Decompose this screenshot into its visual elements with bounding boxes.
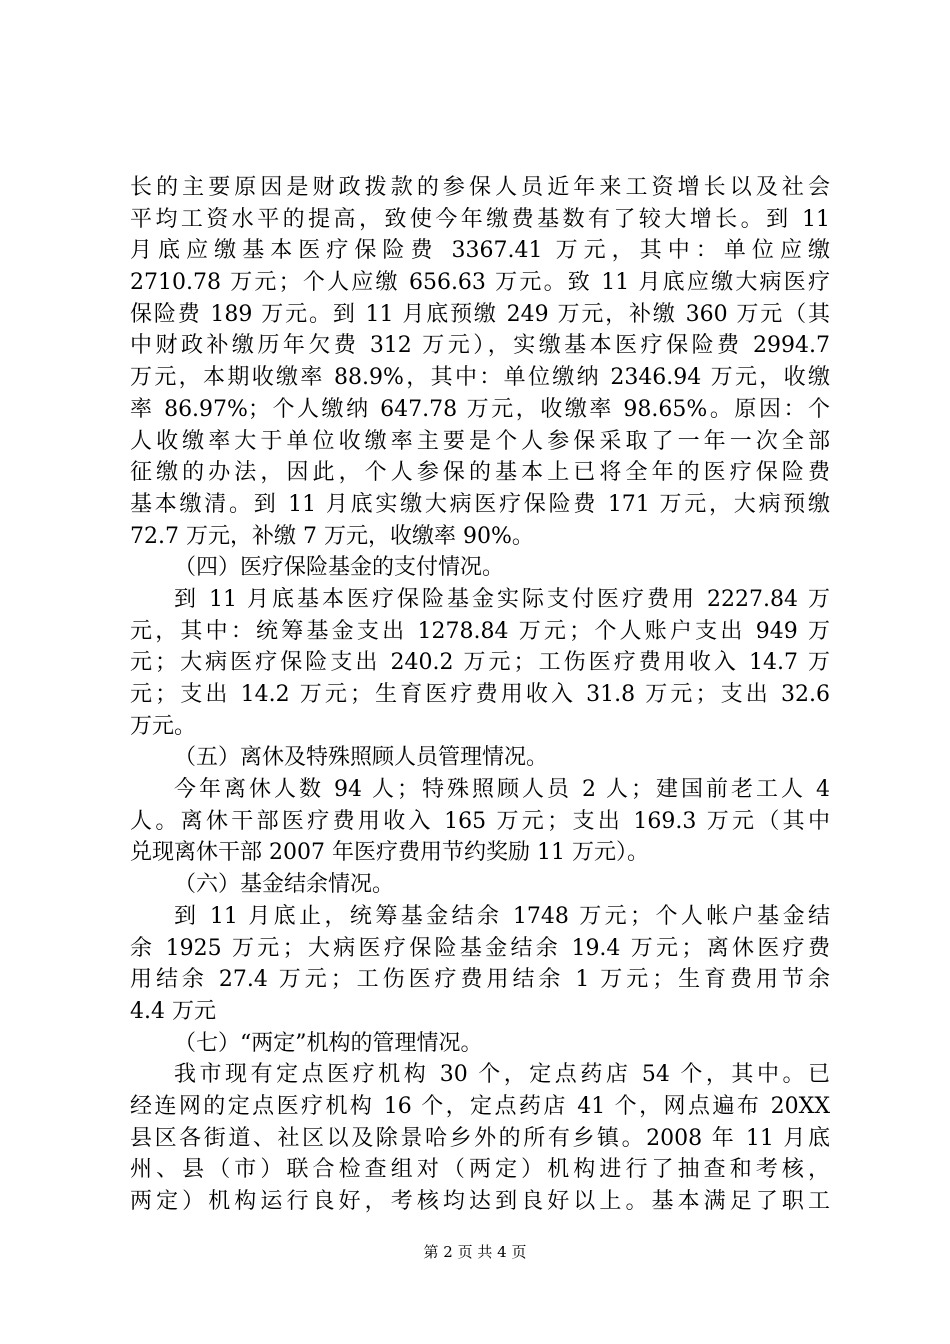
section-heading: （五）离休及特殊照顾人员管理情况。	[174, 745, 549, 771]
text-line: 中财政补缴历年欠费 312 万元），实缴基本医疗保险费 2994.7	[130, 333, 830, 359]
section-heading: （七）“两定”机构的管理情况。	[174, 1030, 483, 1056]
document-body	[130, 172, 830, 1218]
text-line: 2710.78 万元；个人应缴 656.63 万元。致 11 月底应缴大病医疗	[130, 270, 830, 296]
text-line: 月底应缴基本医疗保险费 3367.41 万元，其中：单位应缴	[130, 238, 830, 264]
text-line: 元；支出 14.2 万元；生育医疗费用收入 31.8 万元；支出 32.6	[130, 682, 830, 707]
text-line: 率 86.97%；个人缴纳 647.78 万元，收缴率 98.65%。原因：个	[130, 396, 830, 422]
page-footer: 第 2 页 共 4 页	[423, 1243, 527, 1261]
text-line: 两定）机构运行良好，考核均达到良好以上。基本满足了职工	[130, 1189, 830, 1214]
text-line: 72.7 万元，补缴 7 万元，收缴率 90%。	[130, 523, 534, 549]
section-heading: （四）医疗保险基金的支付情况。	[174, 555, 505, 581]
text-line: 人收缴率大于单位收缴率主要是个人参保采取了一年一次全部	[130, 428, 830, 454]
text-line: 元，其中：统筹基金支出 1278.84 万元；个人账户支出 949 万	[130, 618, 830, 644]
text-line: 经连网的定点医疗机构 16 个，定点药店 41 个，网点遍布 20XX	[130, 1093, 830, 1119]
text-line: 我市现有定点医疗机构 30 个，定点药店 54 个，其中。已	[174, 1062, 830, 1088]
text-line: 到 11 月底止，统筹基金结余 1748 万元；个人帐户基金结	[174, 903, 830, 929]
text-line: 到 11 月底基本医疗保险基金实际支付医疗费用 2227.84 万	[174, 586, 830, 612]
text-line: 县区各街道、社区以及除景哈乡外的所有乡镇。2008 年 11 月底	[130, 1125, 830, 1151]
text-line: 平均工资水平的提高，致使今年缴费基数有了较大增长。到 11	[130, 206, 830, 232]
text-line: 州、县（市）联合检查组对（两定）机构进行了抽查和考核，	[130, 1157, 830, 1183]
text-line: 基本缴清。到 11 月底实缴大病医疗保险费 171 万元，大病预缴	[130, 491, 830, 517]
text-line: 兑现离休干部 2007 年医疗费用节约奖励 11 万元）。	[130, 840, 649, 866]
text-line: 余 1925 万元；大病医疗保险基金结余 19.4 万元；离休医疗费	[130, 935, 830, 961]
text-line: 长的主要原因是财政拨款的参保人员近年来工资增长以及社会	[130, 175, 830, 200]
text-line: 人。离休干部医疗费用收入 165 万元；支出 169.3 万元（其中	[130, 808, 830, 834]
section-heading: （六）基金结余情况。	[174, 872, 395, 898]
text-line: 元；大病医疗保险支出 240.2 万元；工伤医疗费用收入 14.7 万	[130, 650, 830, 676]
text-line: 万元。	[130, 713, 197, 739]
text-line: 万元，本期收缴率 88.9%，其中：单位缴纳 2346.94 万元，收缴	[130, 365, 830, 391]
text-line: 保险费 189 万元。到 11 月底预缴 249 万元，补缴 360 万元（其	[130, 301, 830, 327]
text-line: 今年离休人数 94 人；特殊照顾人员 2 人；建国前老工人 4	[174, 777, 830, 803]
text-line: 征缴的办法，因此，个人参保的基本上已将全年的医疗保险费	[130, 460, 830, 486]
text-line: 用结余 27.4 万元；工伤医疗费用结余 1 万元；生育费用节余	[130, 967, 830, 993]
text-line: 4.4 万元	[130, 998, 216, 1024]
